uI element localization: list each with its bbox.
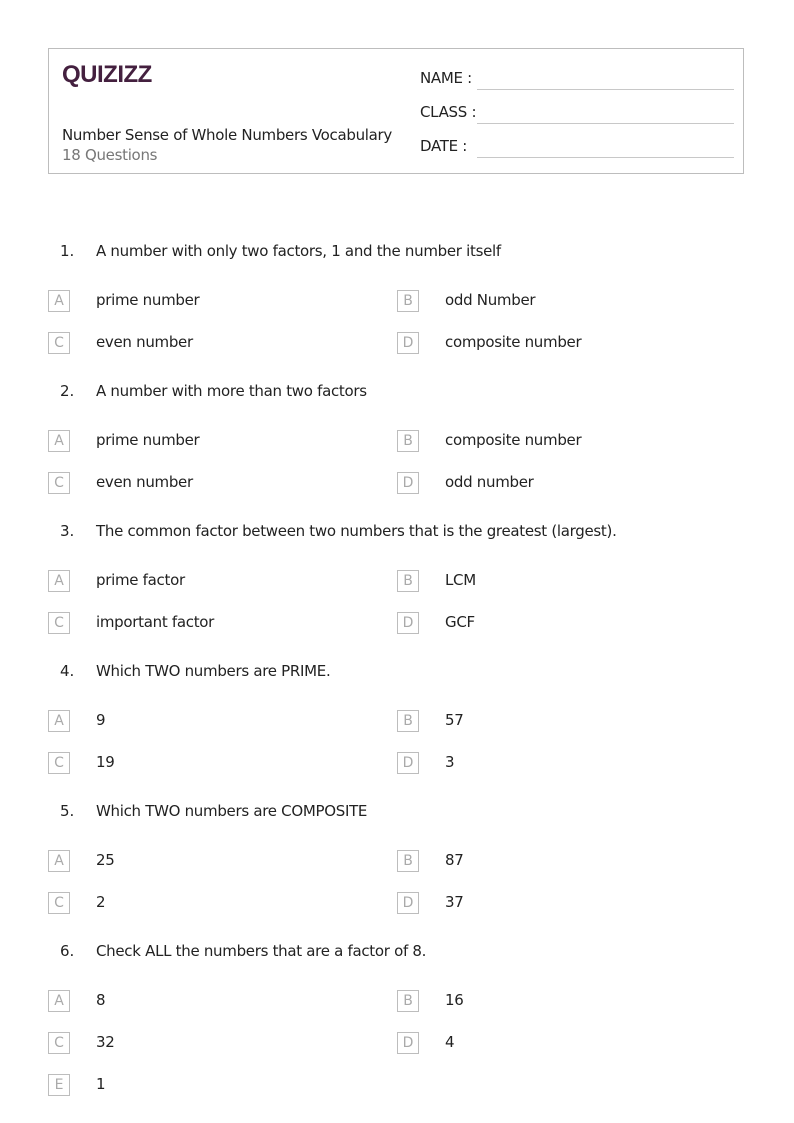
option-letter-box: C (48, 472, 70, 494)
option-text: 32 (96, 1033, 115, 1051)
option-text: 57 (445, 711, 464, 729)
option-text: odd number (445, 473, 534, 491)
name-line[interactable] (477, 89, 734, 90)
question-text: Which TWO numbers are COMPOSITE (96, 802, 368, 820)
option-text: even number (96, 333, 193, 351)
option-text: LCM (445, 571, 476, 589)
option-letter-box: A (48, 290, 70, 312)
option-letter-box: C (48, 752, 70, 774)
option-text: 37 (445, 893, 464, 911)
option-text: 87 (445, 851, 464, 869)
option-text: composite number (445, 333, 582, 351)
option-text: even number (96, 473, 193, 491)
worksheet-title: Number Sense of Whole Numbers Vocabulary (62, 126, 392, 144)
option-letter-box: C (48, 1032, 70, 1054)
option-text: prime number (96, 431, 200, 449)
option-letter-box: B (397, 290, 419, 312)
question-text: A number with more than two factors (96, 382, 367, 400)
option-text: 16 (445, 991, 464, 1009)
option-text: prime number (96, 291, 200, 309)
date-label: DATE : (420, 137, 468, 155)
option-letter-box: A (48, 430, 70, 452)
option-text: 1 (96, 1075, 106, 1093)
question-number: 5. (60, 802, 75, 820)
option-letter-box: D (397, 752, 419, 774)
question-number: 2. (60, 382, 75, 400)
question-number: 3. (60, 522, 75, 540)
worksheet-header (48, 48, 744, 174)
question-text: A number with only two factors, 1 and the number itself (96, 242, 501, 260)
option-letter-box: C (48, 612, 70, 634)
question-number: 6. (60, 942, 75, 960)
name-field[interactable] (420, 69, 734, 93)
option-text: 9 (96, 711, 106, 729)
option-text: 25 (96, 851, 115, 869)
question-text: Check ALL the numbers that are a factor of 8. (96, 942, 427, 960)
option-letter-box: B (397, 850, 419, 872)
option-letter-box: B (397, 570, 419, 592)
class-line[interactable] (477, 123, 734, 124)
option-letter-box: C (48, 892, 70, 914)
option-letter-box: E (48, 1074, 70, 1096)
name-label: NAME : (420, 69, 472, 87)
question-number: 4. (60, 662, 75, 680)
option-letter-box: A (48, 990, 70, 1012)
option-text: 4 (445, 1033, 455, 1051)
option-text: 3 (445, 753, 455, 771)
option-text: odd Number (445, 291, 536, 309)
date-line[interactable] (477, 157, 734, 158)
option-letter-box: D (397, 472, 419, 494)
option-letter-box: D (397, 1032, 419, 1054)
option-text: prime factor (96, 571, 185, 589)
option-letter-box: A (48, 710, 70, 732)
question-count: 18 Questions (62, 146, 158, 164)
option-text: 19 (96, 753, 115, 771)
question-number: 1. (60, 242, 75, 260)
option-letter-box: B (397, 430, 419, 452)
option-letter-box: B (397, 710, 419, 732)
class-label: CLASS : (420, 103, 477, 121)
option-letter-box: A (48, 850, 70, 872)
option-text: GCF (445, 613, 475, 631)
option-text: 2 (96, 893, 106, 911)
option-letter-box: D (397, 612, 419, 634)
question-text: The common factor between two numbers that is the greatest (largest). (96, 522, 617, 540)
option-letter-box: D (397, 332, 419, 354)
option-text: important factor (96, 613, 215, 631)
class-field[interactable] (420, 103, 734, 127)
option-letter-box: B (397, 990, 419, 1012)
quizizz-logo: QUIZIZZ (62, 61, 152, 88)
option-text: composite number (445, 431, 582, 449)
question-text: Which TWO numbers are PRIME. (96, 662, 331, 680)
option-letter-box: A (48, 570, 70, 592)
option-text: 8 (96, 991, 106, 1009)
option-letter-box: D (397, 892, 419, 914)
option-letter-box: C (48, 332, 70, 354)
date-field[interactable] (420, 137, 734, 161)
